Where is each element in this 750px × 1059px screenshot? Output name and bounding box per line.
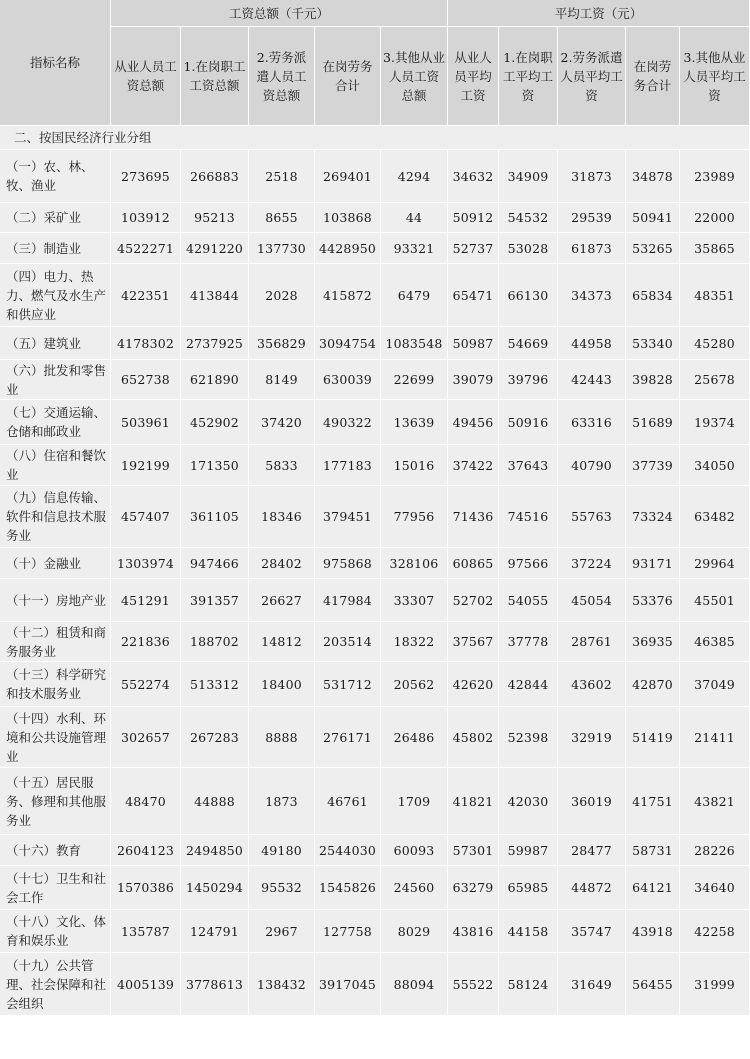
table-row <box>0 400 750 445</box>
column-header: 3.其他从业人员工资总额 <box>381 27 448 126</box>
cell-value: 59987 <box>499 835 558 866</box>
table-row <box>0 360 750 400</box>
cell-value: 54055 <box>499 579 558 622</box>
table-row <box>0 910 750 953</box>
cell-value: 531712 <box>315 662 381 707</box>
cell-value: 29964 <box>680 548 750 579</box>
cell-value: 422351 <box>111 264 181 327</box>
cell-value: 63279 <box>448 866 499 910</box>
cell-value: 621890 <box>181 360 249 400</box>
cell-value: 43918 <box>626 910 680 953</box>
cell-value: 33307 <box>381 579 448 622</box>
cell-value: 39828 <box>626 360 680 400</box>
cell-value: 5833 <box>249 445 315 486</box>
cell-value: 8655 <box>249 203 315 233</box>
cell-value: 53265 <box>626 233 680 264</box>
table-row <box>0 662 750 707</box>
cell-value: 34632 <box>448 150 499 203</box>
cell-value: 37567 <box>448 622 499 662</box>
cell-value: 269401 <box>315 150 381 203</box>
cell-value: 34640 <box>680 866 750 910</box>
cell-value: 221836 <box>111 622 181 662</box>
cell-value: 48470 <box>111 768 181 835</box>
cell-value: 34373 <box>558 264 626 327</box>
cell-value: 53028 <box>499 233 558 264</box>
cell-value: 8888 <box>249 707 315 768</box>
table-row <box>0 327 750 360</box>
row-indicator-name: （五）建筑业 <box>0 327 111 360</box>
row-indicator-name: （八）住宿和餐饮业 <box>0 445 111 486</box>
cell-value: 137730 <box>249 233 315 264</box>
row-indicator-name: （十四）水利、环境和公共设施管理业 <box>0 707 111 768</box>
cell-value: 45802 <box>448 707 499 768</box>
cell-value: 53376 <box>626 579 680 622</box>
cell-value: 3917045 <box>315 953 381 1016</box>
cell-value: 18322 <box>381 622 448 662</box>
cell-value: 74516 <box>499 486 558 548</box>
table-row <box>0 233 750 264</box>
cell-value: 947466 <box>181 548 249 579</box>
row-indicator-name: （七）交通运输、仓储和邮政业 <box>0 400 111 445</box>
cell-value: 44 <box>381 203 448 233</box>
cell-value: 40790 <box>558 445 626 486</box>
cell-value: 56455 <box>626 953 680 1016</box>
cell-value: 490322 <box>315 400 381 445</box>
row-indicator-name: （十二）租赁和商务服务业 <box>0 622 111 662</box>
cell-value: 2494850 <box>181 835 249 866</box>
table-row <box>0 707 750 768</box>
cell-value: 203514 <box>315 622 381 662</box>
row-indicator-name: （十）金融业 <box>0 548 111 579</box>
cell-value: 43821 <box>680 768 750 835</box>
cell-value: 93321 <box>381 233 448 264</box>
cell-value: 65471 <box>448 264 499 327</box>
cell-value: 44888 <box>181 768 249 835</box>
column-header: 2.劳务派遣人员平均工资 <box>558 27 626 126</box>
cell-value: 28761 <box>558 622 626 662</box>
cell-value: 63316 <box>558 400 626 445</box>
row-indicator-name: （三）制造业 <box>0 233 111 264</box>
cell-value: 177183 <box>315 445 381 486</box>
indicator-header: 指标名称 <box>0 0 111 126</box>
cell-value: 2518 <box>249 150 315 203</box>
cell-value: 42443 <box>558 360 626 400</box>
row-indicator-name: （十一）房地产业 <box>0 579 111 622</box>
cell-value: 1545826 <box>315 866 381 910</box>
table-row <box>0 953 750 1016</box>
cell-value: 46385 <box>680 622 750 662</box>
row-indicator-name: （十九）公共管理、社会保障和社会组织 <box>0 953 111 1016</box>
cell-value: 652738 <box>111 360 181 400</box>
cell-value: 45054 <box>558 579 626 622</box>
cell-value: 66130 <box>499 264 558 327</box>
section-title: 二、按国民经济行业分组 <box>0 126 750 150</box>
cell-value: 34909 <box>499 150 558 203</box>
cell-value: 503961 <box>111 400 181 445</box>
cell-value: 71436 <box>448 486 499 548</box>
row-indicator-name: （十八）文化、体育和娱乐业 <box>0 910 111 953</box>
cell-value: 4005139 <box>111 953 181 1016</box>
column-header: 在岗劳务合计 <box>626 27 680 126</box>
cell-value: 4178302 <box>111 327 181 360</box>
table-row <box>0 486 750 548</box>
cell-value: 1450294 <box>181 866 249 910</box>
row-indicator-name: （一）农、林、牧、渔业 <box>0 150 111 203</box>
cell-value: 26627 <box>249 579 315 622</box>
cell-value: 1570386 <box>111 866 181 910</box>
section-row <box>0 126 750 150</box>
cell-value: 49180 <box>249 835 315 866</box>
cell-value: 42844 <box>499 662 558 707</box>
cell-value: 22000 <box>680 203 750 233</box>
cell-value: 124791 <box>181 910 249 953</box>
cell-value: 49456 <box>448 400 499 445</box>
cell-value: 37643 <box>499 445 558 486</box>
cell-value: 31649 <box>558 953 626 1016</box>
cell-value: 356829 <box>249 327 315 360</box>
cell-value: 37422 <box>448 445 499 486</box>
table-row <box>0 768 750 835</box>
cell-value: 88094 <box>381 953 448 1016</box>
cell-value: 127758 <box>315 910 381 953</box>
cell-value: 2028 <box>249 264 315 327</box>
cell-value: 51689 <box>626 400 680 445</box>
cell-value: 3094754 <box>315 327 381 360</box>
cell-value: 552274 <box>111 662 181 707</box>
cell-value: 3778613 <box>181 953 249 1016</box>
table-row <box>0 866 750 910</box>
cell-value: 45280 <box>680 327 750 360</box>
column-header: 1.在岗职工工资总额 <box>181 27 249 126</box>
cell-value: 451291 <box>111 579 181 622</box>
cell-value: 31873 <box>558 150 626 203</box>
cell-value: 8149 <box>249 360 315 400</box>
cell-value: 65834 <box>626 264 680 327</box>
cell-value: 34878 <box>626 150 680 203</box>
cell-value: 35747 <box>558 910 626 953</box>
cell-value: 36935 <box>626 622 680 662</box>
cell-value: 57301 <box>448 835 499 866</box>
cell-value: 4291220 <box>181 233 249 264</box>
average-wage-group-header: 平均工资（元） <box>448 0 750 27</box>
cell-value: 2737925 <box>181 327 249 360</box>
cell-value: 29539 <box>558 203 626 233</box>
cell-value: 95213 <box>181 203 249 233</box>
cell-value: 54532 <box>499 203 558 233</box>
cell-value: 14812 <box>249 622 315 662</box>
cell-value: 4294 <box>381 150 448 203</box>
row-indicator-name: （六）批发和零售业 <box>0 360 111 400</box>
cell-value: 457407 <box>111 486 181 548</box>
cell-value: 22699 <box>381 360 448 400</box>
cell-value: 15016 <box>381 445 448 486</box>
cell-value: 64121 <box>626 866 680 910</box>
cell-value: 328106 <box>381 548 448 579</box>
cell-value: 44958 <box>558 327 626 360</box>
cell-value: 37420 <box>249 400 315 445</box>
cell-value: 26486 <box>381 707 448 768</box>
cell-value: 43816 <box>448 910 499 953</box>
cell-value: 52737 <box>448 233 499 264</box>
table-row <box>0 445 750 486</box>
cell-value: 36019 <box>558 768 626 835</box>
row-indicator-name: （十五）居民服务、修理和其他服务业 <box>0 768 111 835</box>
cell-value: 192199 <box>111 445 181 486</box>
cell-value: 188702 <box>181 622 249 662</box>
cell-value: 58731 <box>626 835 680 866</box>
table-row <box>0 579 750 622</box>
cell-value: 37049 <box>680 662 750 707</box>
cell-value: 361105 <box>181 486 249 548</box>
cell-value: 42870 <box>626 662 680 707</box>
cell-value: 32919 <box>558 707 626 768</box>
cell-value: 53340 <box>626 327 680 360</box>
cell-value: 61873 <box>558 233 626 264</box>
cell-value: 8029 <box>381 910 448 953</box>
cell-value: 24560 <box>381 866 448 910</box>
cell-value: 171350 <box>181 445 249 486</box>
cell-value: 2544030 <box>315 835 381 866</box>
cell-value: 19374 <box>680 400 750 445</box>
cell-value: 103912 <box>111 203 181 233</box>
cell-value: 48351 <box>680 264 750 327</box>
cell-value: 2967 <box>249 910 315 953</box>
cell-value: 50916 <box>499 400 558 445</box>
cell-value: 23989 <box>680 150 750 203</box>
row-indicator-name: （四）电力、热力、燃气及水生产和供应业 <box>0 264 111 327</box>
cell-value: 41821 <box>448 768 499 835</box>
cell-value: 28226 <box>680 835 750 866</box>
cell-value: 103868 <box>315 203 381 233</box>
cell-value: 975868 <box>315 548 381 579</box>
cell-value: 60093 <box>381 835 448 866</box>
cell-value: 513312 <box>181 662 249 707</box>
cell-value: 37224 <box>558 548 626 579</box>
cell-value: 35865 <box>680 233 750 264</box>
column-header: 从业人员平均工资 <box>448 27 499 126</box>
cell-value: 37739 <box>626 445 680 486</box>
cell-value: 13639 <box>381 400 448 445</box>
cell-value: 34050 <box>680 445 750 486</box>
cell-value: 42620 <box>448 662 499 707</box>
cell-value: 20562 <box>381 662 448 707</box>
cell-value: 2604123 <box>111 835 181 866</box>
row-indicator-name: （十六）教育 <box>0 835 111 866</box>
cell-value: 452902 <box>181 400 249 445</box>
cell-value: 44158 <box>499 910 558 953</box>
cell-value: 4428950 <box>315 233 381 264</box>
table-body <box>0 126 750 1016</box>
column-header: 在岗劳务合计 <box>315 27 381 126</box>
cell-value: 28402 <box>249 548 315 579</box>
cell-value: 21411 <box>680 707 750 768</box>
cell-value: 135787 <box>111 910 181 953</box>
cell-value: 39796 <box>499 360 558 400</box>
cell-value: 276171 <box>315 707 381 768</box>
cell-value: 138432 <box>249 953 315 1016</box>
cell-value: 42030 <box>499 768 558 835</box>
row-indicator-name: （十七）卫生和社会工作 <box>0 866 111 910</box>
column-header: 从业人员工资总额 <box>111 27 181 126</box>
table-row <box>0 548 750 579</box>
cell-value: 43602 <box>558 662 626 707</box>
cell-value: 50941 <box>626 203 680 233</box>
table-header <box>0 0 750 126</box>
cell-value: 95532 <box>249 866 315 910</box>
cell-value: 28477 <box>558 835 626 866</box>
cell-value: 65985 <box>499 866 558 910</box>
table-row <box>0 150 750 203</box>
cell-value: 55763 <box>558 486 626 548</box>
cell-value: 55522 <box>448 953 499 1016</box>
cell-value: 50912 <box>448 203 499 233</box>
table-row <box>0 203 750 233</box>
cell-value: 6479 <box>381 264 448 327</box>
cell-value: 267283 <box>181 707 249 768</box>
row-indicator-name: （十三）科学研究和技术服务业 <box>0 662 111 707</box>
cell-value: 58124 <box>499 953 558 1016</box>
cell-value: 52702 <box>448 579 499 622</box>
cell-value: 391357 <box>181 579 249 622</box>
cell-value: 1873 <box>249 768 315 835</box>
cell-value: 52398 <box>499 707 558 768</box>
row-indicator-name: （九）信息传输、软件和信息技术服务业 <box>0 486 111 548</box>
cell-value: 630039 <box>315 360 381 400</box>
cell-value: 302657 <box>111 707 181 768</box>
cell-value: 60865 <box>448 548 499 579</box>
cell-value: 25678 <box>680 360 750 400</box>
table-row <box>0 622 750 662</box>
cell-value: 18346 <box>249 486 315 548</box>
cell-value: 46761 <box>315 768 381 835</box>
cell-value: 4522271 <box>111 233 181 264</box>
wage-total-group-header: 工资总额（千元） <box>111 0 448 27</box>
cell-value: 93171 <box>626 548 680 579</box>
column-header: 1.在岗职工平均工资 <box>499 27 558 126</box>
cell-value: 266883 <box>181 150 249 203</box>
cell-value: 273695 <box>111 150 181 203</box>
cell-value: 39079 <box>448 360 499 400</box>
cell-value: 41751 <box>626 768 680 835</box>
cell-value: 37778 <box>499 622 558 662</box>
cell-value: 45501 <box>680 579 750 622</box>
cell-value: 44872 <box>558 866 626 910</box>
row-indicator-name: （二）采矿业 <box>0 203 111 233</box>
cell-value: 1303974 <box>111 548 181 579</box>
cell-value: 50987 <box>448 327 499 360</box>
cell-value: 1709 <box>381 768 448 835</box>
cell-value: 379451 <box>315 486 381 548</box>
cell-value: 97566 <box>499 548 558 579</box>
cell-value: 18400 <box>249 662 315 707</box>
table-row <box>0 835 750 866</box>
cell-value: 413844 <box>181 264 249 327</box>
cell-value: 1083548 <box>381 327 448 360</box>
cell-value: 417984 <box>315 579 381 622</box>
cell-value: 31999 <box>680 953 750 1016</box>
column-header: 2.劳务派遣人员工资总额 <box>249 27 315 126</box>
cell-value: 42258 <box>680 910 750 953</box>
table-row <box>0 264 750 327</box>
cell-value: 73324 <box>626 486 680 548</box>
cell-value: 77956 <box>381 486 448 548</box>
cell-value: 415872 <box>315 264 381 327</box>
cell-value: 54669 <box>499 327 558 360</box>
column-header: 3.其他从业人员平均工资 <box>680 27 750 126</box>
cell-value: 63482 <box>680 486 750 548</box>
cell-value: 51419 <box>626 707 680 768</box>
